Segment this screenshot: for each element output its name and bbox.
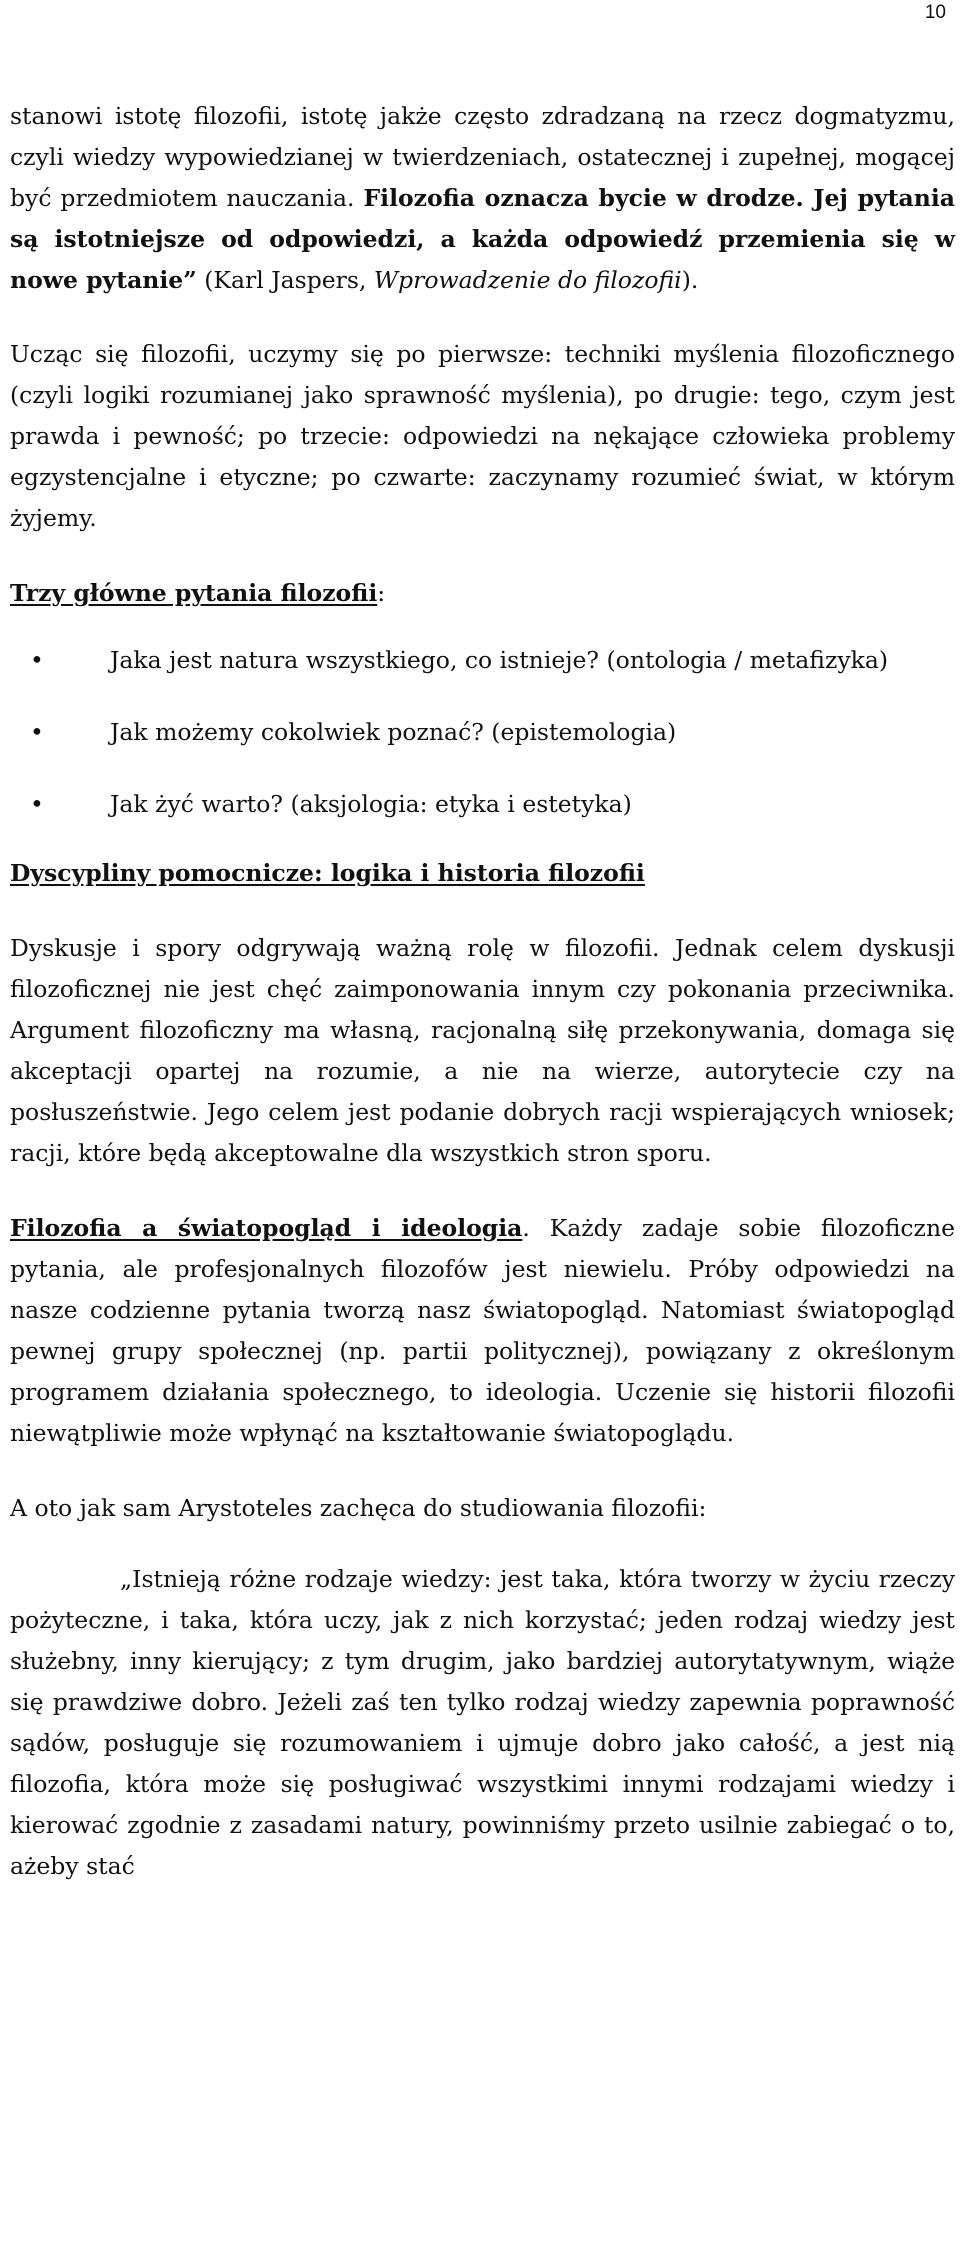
aristotle-intro: A oto jak sam Arystoteles zachęca do studiowania filozofii:	[10, 1494, 707, 1522]
paragraph-learning-philosophy: Ucząc się filozofii, uczymy się po pierwsze: techniki myślenia filozoficznego (czyli logiki rozumianej jako sprawność myślenia), po drugie: tego, czym jest prawda i pewność; po trzecie: odpowiedzi na nękające człowieka problemy egzystencjalne i etyczne; po czwarte: zaczynamy rozumieć świat, w którym żyjemy.	[10, 340, 955, 532]
main-questions-list	[10, 640, 955, 825]
auxiliary-disciplines-heading	[10, 853, 955, 894]
aristotle-quote: „Istnieją różne rodzaje wiedzy: jest taka, która tworzy w życiu rzeczy pożyteczne, i taka, która uczy, jak z nich korzystać; jeden rodzaj wiedzy jest służebny, inny kierujący; z tym drugim, jako bardziej autorytatywnym, wiąże się prawdziwe dobro. Jeżeli zaś ten tylko rodzaj wiedzy zapewnia poprawność sądów, posługuje się rozumowaniem i ujmuje dobro jako całość, a jest nią filozofia, która może się posługiwać wszystkimi innymi rodzajami wiedzy i kierować zgodnie z zasadami natury, powinniśmy przeto usilnie zabiegać o to, ażeby stać	[10, 1565, 955, 1880]
list-item	[10, 784, 955, 825]
jaspers-author: (Karl Jaspers,	[196, 266, 374, 294]
question-text: Jak możemy cokolwiek poznać? (epistemologia)	[110, 718, 677, 746]
paragraph-jaspers-quote	[10, 96, 955, 301]
list-item	[10, 712, 955, 753]
worldview-heading: Filozofia a światopogląd i ideologia	[10, 1214, 523, 1242]
jaspers-end: ).	[681, 266, 699, 294]
main-questions-heading-colon: :	[377, 579, 386, 607]
worldview-heading-dot: .	[522, 1214, 530, 1242]
jaspers-intro-text: stanowi istotę filozofii, istotę jakże często zdradzaną na rzecz dogmatyzmu, czyli wiedzy wypowiedzianej w twierdzeniach, ostatecznej i zupełnej, mogącej być przedmiotem nauczania.	[10, 102, 955, 212]
jaspers-book-title: Wprowadzenie do filozofii	[373, 266, 682, 294]
bullet-icon: •	[30, 790, 44, 818]
page-number: 10	[924, 2, 946, 23]
auxiliary-disciplines-heading-text: Dyscypliny pomocnicze: logika i historia filozofii	[10, 859, 645, 887]
main-questions-heading-text: Trzy główne pytania filozofii	[10, 579, 378, 607]
jaspers-bold-quote: Filozofia oznacza bycie w drodze. Jej pytania są istotniejsze od odpowiedzi, a każda odpowiedź przemienia się w nowe pytanie”	[10, 184, 955, 294]
question-text: Jaka jest natura wszystkiego, co istnieje? (ontologia / metafizyka)	[110, 646, 889, 674]
list-item	[10, 640, 955, 681]
worldview-text: Każdy zadaje sobie filozoficzne pytania, ale profesjonalnych filozofów jest niewielu. Próby odpowiedzi na nasze codzienne pytania tworzą nasz światopogląd. Natomiast światopogląd pewnej grupy społecznej (np. partii politycznej), powiązany z określonym programem działania społecznego, to ideologia. Uczenie się historii filozofii niewątpliwie może wpłynąć na kształtowanie światopoglądu.	[10, 1214, 955, 1447]
bullet-icon: •	[30, 646, 44, 674]
paragraph-worldview	[10, 1208, 955, 1454]
question-text: Jak żyć warto? (aksjologia: etyka i estetyka)	[110, 790, 632, 818]
document-body	[10, 96, 955, 1887]
bullet-icon: •	[30, 718, 44, 746]
main-questions-heading	[10, 573, 955, 614]
paragraph-disputes: Dyskusje i spory odgrywają ważną rolę w filozofii. Jednak celem dyskusji filozoficznej nie jest chęć zaimponowania innym czy pokonania przeciwnika. Argument filozoficzny ma własną, racjonalną siłę przekonywania, domaga się akceptacji opartej na rozumie, a nie na wierze, autorytecie czy na posłuszeństwie. Jego celem jest podanie dobrych racji wspierających wniosek; racji, które będą akceptowalne dla wszystkich stron sporu.	[10, 934, 955, 1167]
